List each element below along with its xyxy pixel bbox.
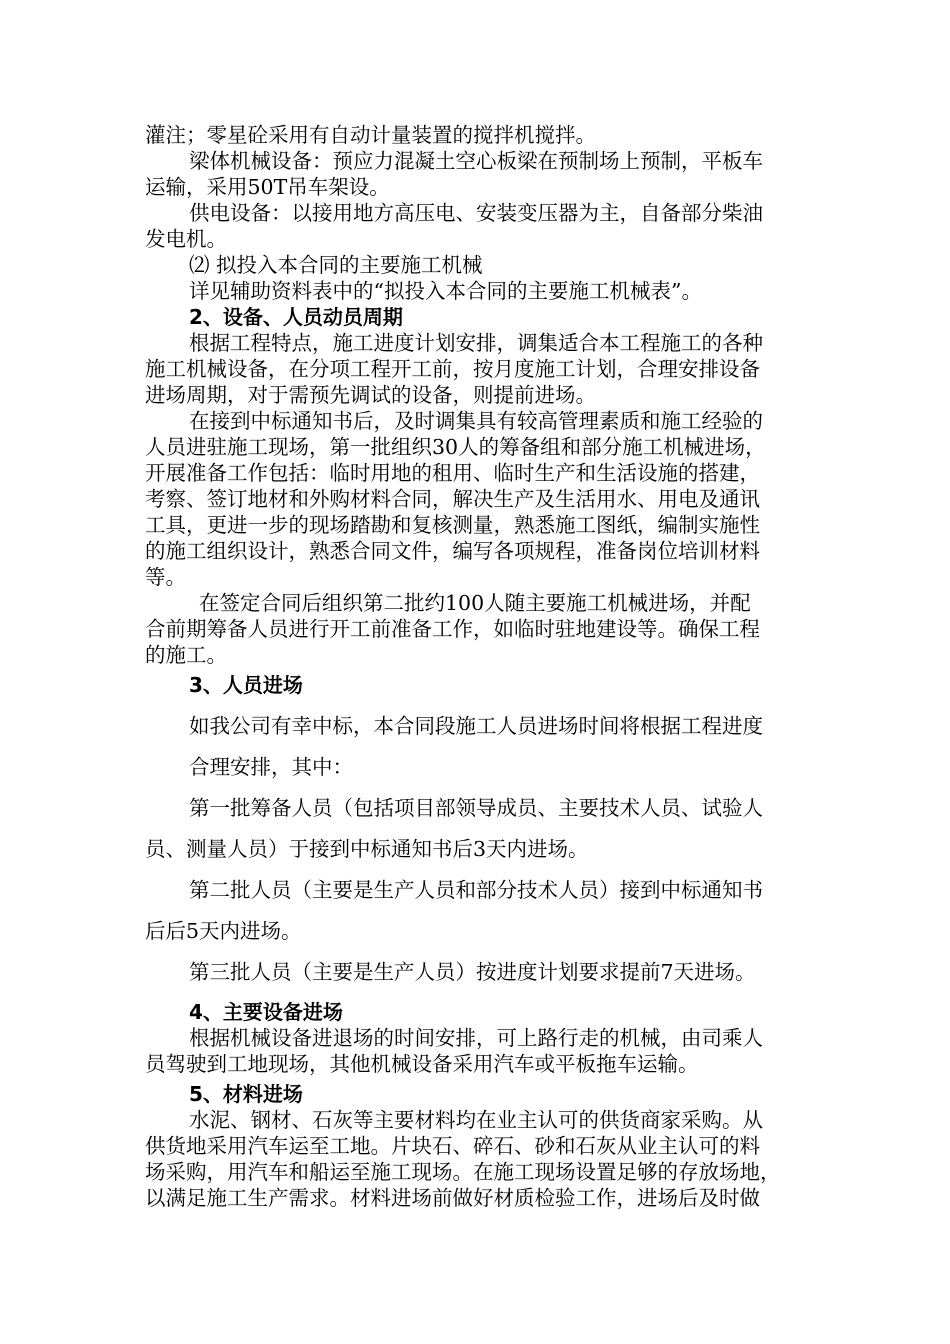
text-line: 供电设备：以接用地方高压电、安装变压器为主，自备部分柴油 <box>189 201 763 225</box>
text-line: 人员进驻施工现场，第一批组织30人的筹备组和部分施工机械进场， <box>145 435 766 459</box>
section-heading: 2、设备、人员动员周期 <box>189 305 403 329</box>
text-line: 供货地采用汽车运至工地。片块石、碎石、砂和石灰从业主认可的料 <box>145 1134 760 1158</box>
text-line: ⑵ 拟投入本合同的主要施工机械 <box>189 253 483 277</box>
text-line: 第一批筹备人员（包括项目部领导成员、主要技术人员、试验人 <box>189 796 763 820</box>
text-line: 员、测量人员）于接到中标通知书后3天内进场。 <box>145 837 589 861</box>
text-line: 考察、签订地材和外购材料合同，解决生产及生活用水、用电及通讯 <box>145 487 760 511</box>
text-line: 梁体机械设备：预应力混凝土空心板梁在预制场上预制，平板车 <box>189 149 763 173</box>
text-line: 场采购，用汽车和船运至施工现场。在施工现场设置足够的存放场地， <box>145 1160 781 1184</box>
text-line: 等。 <box>145 565 186 589</box>
text-line: 合理安排，其中： <box>189 755 353 779</box>
text-line: 以满足施工生产需求。材料进场前做好材质检验工作，进场后及时做 <box>145 1186 760 1210</box>
text-line: 灌注；零星砼采用有自动计量装置的搅拌机搅拌。 <box>145 123 596 147</box>
text-line: 合前期筹备人员进行开工前准备工作，如临时驻地建设等。确保工程 <box>145 617 760 641</box>
text-line: 第三批人员（主要是生产人员）按进度计划要求提前7天进场。 <box>189 960 756 984</box>
text-line: 运输，采用50T吊车架设。 <box>145 175 390 199</box>
text-line: 根据机械设备进退场的时间安排，可上路行走的机械，由司乘人 <box>189 1026 763 1050</box>
text-line: 工具，更进一步的现场踏勘和复核测量，熟悉施工图纸，编制实施性 <box>145 513 760 537</box>
text-line: 第二批人员（主要是生产人员和部分技术人员）接到中标通知书 <box>189 878 763 902</box>
text-line: 详见辅助资料表中的“拟投入本合同的主要施工机械表”。 <box>189 279 702 303</box>
text-line: 后后5天内进场。 <box>145 919 302 943</box>
text-line: 发电机。 <box>145 227 227 251</box>
text-line: 如我公司有幸中标，本合同段施工人员进场时间将根据工程进度 <box>189 714 763 738</box>
text-line: 进场周期，对于需预先调试的设备，则提前进场。 <box>145 383 596 407</box>
text-line: 施工机械设备，在分项工程开工前，按月度施工计划，合理安排设备 <box>145 357 760 381</box>
text-line: 员驾驶到工地现场，其他机械设备采用汽车或平板拖车运输。 <box>145 1052 699 1076</box>
text-line: 的施工组织设计，熟悉合同文件，编写各项规程，准备岗位培训材料 <box>145 539 760 563</box>
text-line: 水泥、钢材、石灰等主要材料均在业主认可的供货商家采购。从 <box>189 1108 763 1132</box>
section-heading: 3、人员进场 <box>189 673 303 697</box>
section-heading: 5、材料进场 <box>189 1082 303 1106</box>
section-heading: 4、主要设备进场 <box>189 1000 343 1024</box>
text-line: 在签定合同后组织第二批约100人随主要施工机械进场，并配 <box>199 591 751 615</box>
text-line: 在接到中标通知书后，及时调集具有较高管理素质和施工经验的 <box>189 409 763 433</box>
text-line: 根据工程特点，施工进度计划安排，调集适合本工程施工的各种 <box>189 331 763 355</box>
text-line: 开展准备工作包括：临时用地的租用、临时生产和生活设施的搭建， <box>145 461 760 485</box>
text-line: 的施工。 <box>145 643 227 667</box>
